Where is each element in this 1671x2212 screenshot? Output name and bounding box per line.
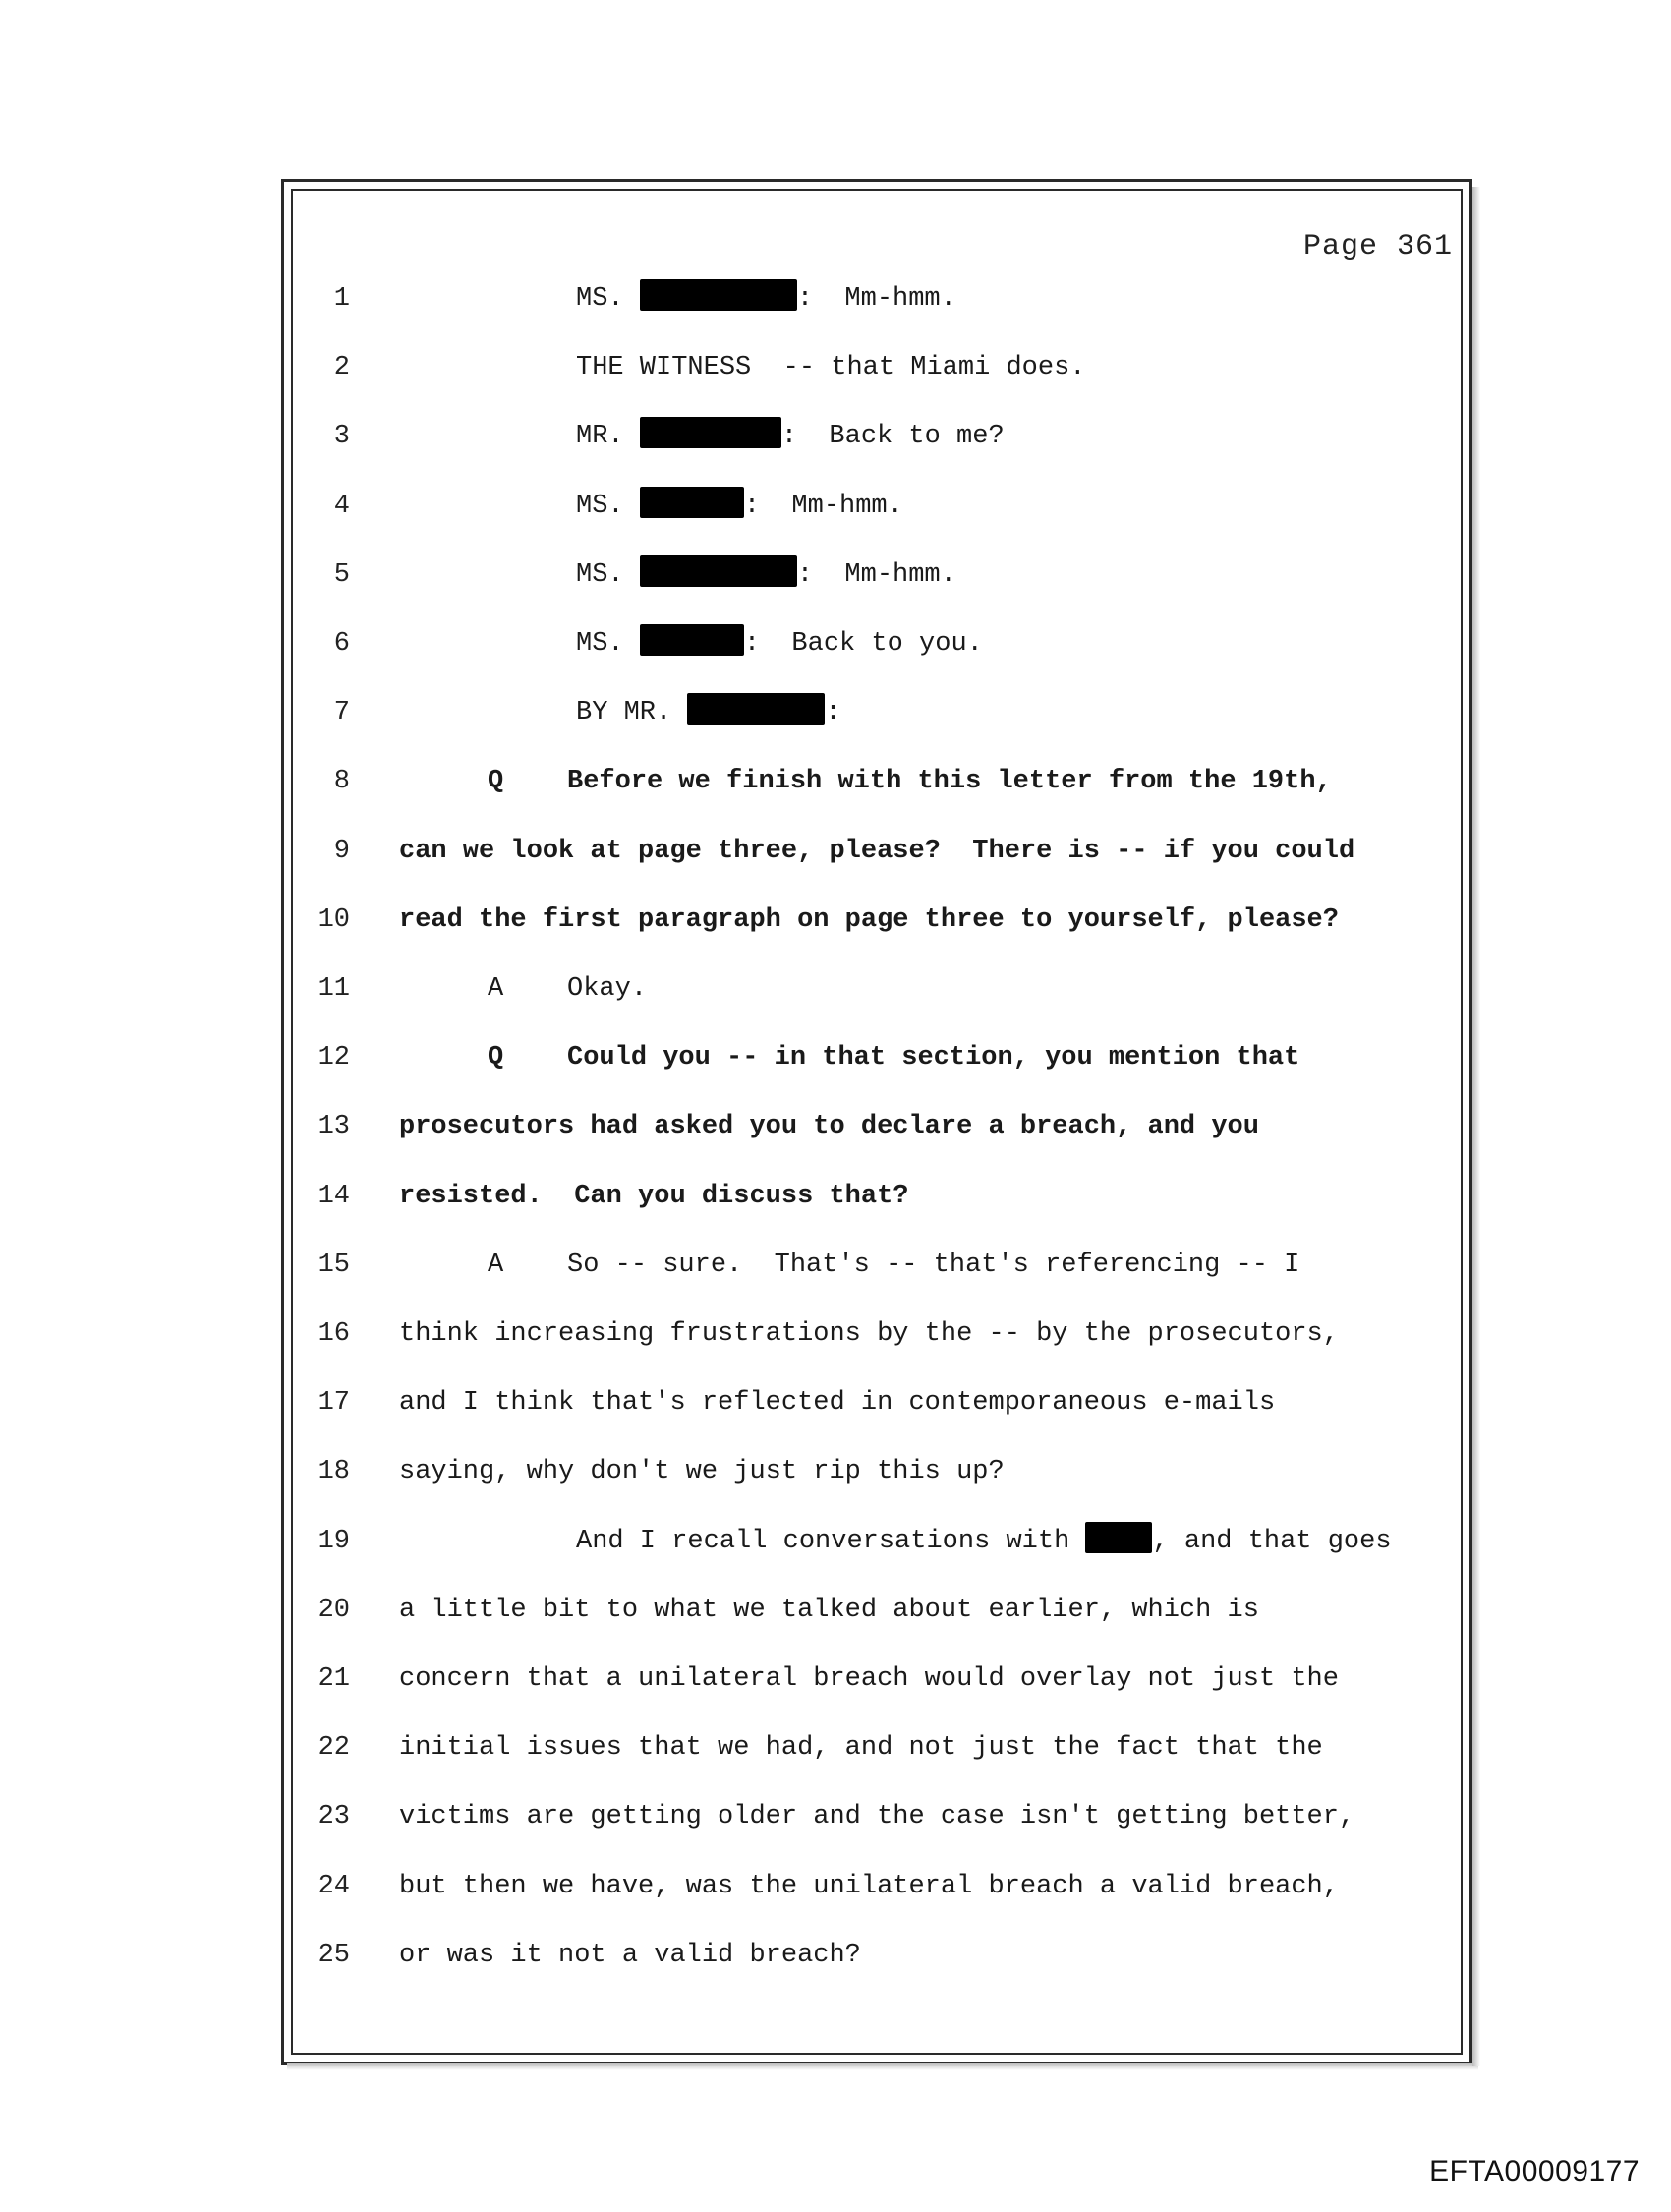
line-number: 2	[333, 353, 350, 383]
line-text-segment: think increasing frustrations by the -- by the prosecutors,	[399, 1319, 1339, 1349]
document-id: EFTA00009177	[1429, 2155, 1640, 2187]
page-number: Page 361	[1302, 230, 1453, 263]
line-text-segment: And I recall conversations with	[576, 1526, 1086, 1556]
line-text-segment: , and that goes	[1152, 1526, 1392, 1556]
line-text	[399, 1452, 1005, 1491]
line-text-segment: MS.	[576, 491, 640, 521]
line-number: 8	[333, 767, 350, 797]
line-text	[576, 555, 956, 595]
redaction-block	[640, 279, 797, 311]
line-text-segment: : Mm-hmm.	[743, 491, 903, 521]
line-text	[488, 762, 1332, 801]
transcript-line	[0, 1383, 1671, 1423]
line-text	[576, 1522, 1392, 1561]
transcript-line	[0, 1452, 1671, 1491]
transcript-line	[0, 901, 1671, 940]
line-text	[399, 1936, 861, 1975]
line-text-segment: and I think that's reflected in contemporaneous e-mails	[399, 1388, 1276, 1419]
transcript-line	[0, 1936, 1671, 1975]
line-text	[488, 1038, 1299, 1077]
redaction-block	[640, 417, 781, 448]
redaction-block	[640, 487, 744, 518]
line-number: 24	[317, 1871, 350, 1901]
redaction-block	[687, 693, 825, 725]
transcript-line	[0, 348, 1671, 387]
line-number: 25	[317, 1940, 350, 1970]
line-text	[576, 348, 1085, 387]
line-text	[576, 417, 1005, 456]
line-text-segment: : Mm-hmm.	[796, 284, 956, 314]
line-text-segment: a little bit to what we talked about earlier, which is	[399, 1595, 1259, 1625]
line-number: 4	[333, 491, 350, 521]
transcript-line	[0, 624, 1671, 664]
line-number: 5	[333, 559, 350, 590]
frame-shadow-bottom	[287, 2063, 1478, 2070]
line-text-segment: concern that a unilateral breach would overlay not just the	[399, 1664, 1339, 1694]
line-number: 16	[317, 1319, 350, 1349]
line-number: 7	[333, 698, 350, 728]
line-text	[399, 1177, 908, 1216]
line-number: 10	[317, 904, 350, 935]
line-text-segment: A Okay.	[488, 974, 648, 1004]
line-text-segment: resisted. Can you discuss that?	[399, 1181, 909, 1211]
line-number: 19	[317, 1526, 350, 1556]
line-text	[399, 901, 1339, 940]
transcript-line	[0, 1246, 1671, 1285]
line-text-segment: Q Before we finish with this letter from the 19th,	[488, 767, 1332, 797]
line-text-segment: or was it not a valid breach?	[399, 1940, 861, 1970]
transcript-line	[0, 417, 1671, 456]
line-text-segment: saying, why don't we just rip this up?	[399, 1457, 1005, 1487]
line-text	[399, 1659, 1339, 1699]
line-text	[399, 1797, 1354, 1836]
line-number: 22	[317, 1733, 350, 1764]
transcript-line	[0, 1107, 1671, 1146]
line-text-segment: Q Could you -- in that section, you mention that	[488, 1043, 1300, 1074]
transcript-line	[0, 1867, 1671, 1906]
transcript-line	[0, 555, 1671, 595]
transcript-line	[0, 1522, 1671, 1561]
line-number: 12	[317, 1043, 350, 1074]
line-text	[576, 487, 903, 526]
transcript-line	[0, 1038, 1671, 1077]
transcript-line	[0, 1659, 1671, 1699]
line-text	[399, 1591, 1259, 1630]
line-text	[576, 624, 983, 664]
line-number: 1	[333, 284, 350, 314]
line-text-segment: but then we have, was the unilateral breach a valid breach,	[399, 1871, 1339, 1901]
line-text-segment: MS.	[576, 284, 640, 314]
line-text	[576, 693, 841, 732]
line-text-segment: read the first paragraph on page three to yourself, please?	[399, 904, 1339, 935]
line-text	[399, 1383, 1275, 1423]
transcript-line	[0, 762, 1671, 801]
line-number: 18	[317, 1457, 350, 1487]
line-text	[488, 969, 647, 1009]
line-number: 20	[317, 1595, 350, 1625]
line-text-segment: : Mm-hmm.	[796, 559, 956, 590]
line-text	[488, 1246, 1299, 1285]
line-number: 11	[317, 974, 350, 1004]
line-text-segment: victims are getting older and the case isn't getting better,	[399, 1802, 1355, 1833]
line-number: 3	[333, 422, 350, 452]
transcript-line	[0, 1314, 1671, 1354]
line-text-segment: can we look at page three, please? There is -- if you could	[399, 836, 1355, 866]
transcript-line	[0, 1728, 1671, 1768]
line-text	[399, 1728, 1323, 1768]
line-text-segment: : Back to you.	[743, 629, 983, 659]
line-text-segment: A So -- sure. That's -- that's referencing -- I	[488, 1250, 1300, 1280]
line-number: 14	[317, 1181, 350, 1211]
line-number: 6	[333, 629, 350, 659]
line-text-segment: initial issues that we had, and not just the fact that the	[399, 1733, 1323, 1764]
line-number: 9	[333, 836, 350, 866]
line-text-segment: : Back to me?	[780, 422, 1005, 452]
redaction-block	[1085, 1522, 1152, 1553]
line-number: 17	[317, 1388, 350, 1419]
line-text	[399, 832, 1354, 871]
transcript-line	[0, 969, 1671, 1009]
line-text	[399, 1314, 1339, 1354]
line-number: 15	[317, 1250, 350, 1280]
transcript-line	[0, 832, 1671, 871]
line-text	[576, 279, 956, 319]
transcript-line	[0, 487, 1671, 526]
line-text-segment: MS.	[576, 559, 640, 590]
line-number: 21	[317, 1664, 350, 1694]
transcript-line	[0, 693, 1671, 732]
line-text-segment: :	[825, 698, 841, 728]
line-text	[399, 1107, 1259, 1146]
line-text-segment: MS.	[576, 629, 640, 659]
transcript-line	[0, 279, 1671, 319]
transcript-line	[0, 1177, 1671, 1216]
line-text-segment: MR.	[576, 422, 640, 452]
line-text-segment: prosecutors had asked you to declare a breach, and you	[399, 1112, 1259, 1142]
line-number: 23	[317, 1802, 350, 1833]
line-text	[399, 1867, 1339, 1906]
redaction-block	[640, 624, 744, 656]
line-text-segment: THE WITNESS -- that Miami does.	[576, 353, 1086, 383]
redaction-block	[640, 555, 797, 587]
line-number: 13	[317, 1112, 350, 1142]
transcript-line	[0, 1591, 1671, 1630]
line-text-segment: BY MR.	[576, 698, 688, 728]
transcript-line	[0, 1797, 1671, 1836]
